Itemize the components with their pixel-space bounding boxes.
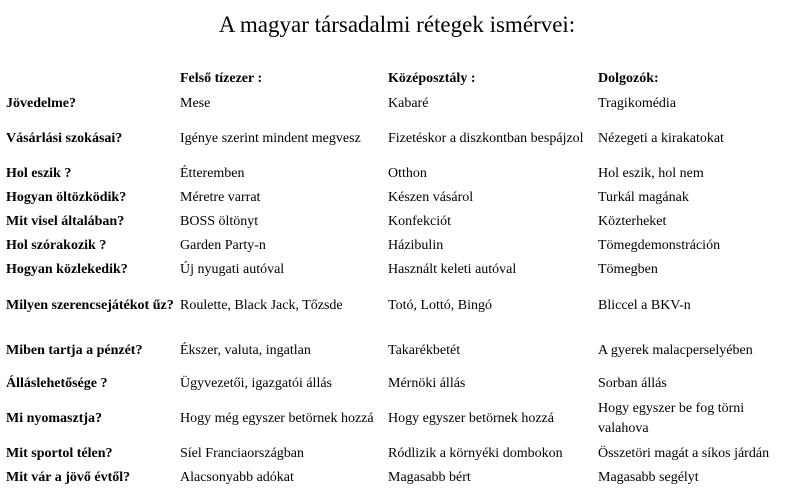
cell-dolgozo: Tömegdemonstráción [598, 238, 721, 253]
table-row [6, 258, 790, 282]
row-question: Hol szórakozik ? [6, 238, 107, 253]
cell-felso: Ékszer, valuta, ingatlan [180, 343, 311, 358]
table-row [6, 372, 790, 396]
cell-dolgozo: Hol eszik, hol nem [598, 166, 704, 181]
page-title: A magyar társadalmi rétegek ismérvei: [218, 12, 576, 37]
table-row [6, 92, 790, 116]
cell-kozep: Használt keleti autóval [388, 262, 517, 277]
cell-dolgozo: Turkál magának [598, 190, 689, 205]
table-row [6, 210, 790, 234]
table-row [6, 186, 790, 210]
cell-dolgozo: Tömegben [598, 262, 658, 277]
header-dolgozok: Dolgozók: [598, 71, 659, 86]
cell-kozep: Takarékbetét [388, 343, 461, 358]
cell-dolgozo: Nézegeti a kirakatokat [598, 131, 724, 146]
table-row [6, 282, 790, 330]
row-question: Hogyan öltözködik? [6, 190, 127, 205]
table-row [6, 442, 790, 466]
row-question: Milyen szerencsejátékot űz? [6, 298, 174, 313]
cell-dolgozo: Sorban állás [598, 376, 667, 391]
row-question: Miben tartja a pénzét? [6, 343, 143, 358]
table-row [6, 396, 790, 442]
cell-kozep: Készen vásárol [388, 190, 474, 205]
cell-dolgozo: Bliccel a BKV-n [598, 298, 691, 313]
table-row [6, 162, 790, 186]
cell-dolgozo: Hogy egyszer be fog törni valahova [598, 401, 745, 436]
cell-dolgozo: A gyerek malacperselyében [598, 343, 753, 358]
header-empty [6, 66, 180, 92]
row-question: Vásárlási szokásai? [6, 131, 123, 146]
header-felso-tizezer: Felső tízezer : [180, 71, 263, 86]
header-row [6, 66, 790, 92]
cell-kozep: Otthon [388, 166, 427, 181]
table-row [6, 116, 790, 162]
comparison-table [6, 66, 790, 490]
cell-felso: Étteremben [180, 166, 245, 181]
table-row [6, 330, 790, 372]
cell-kozep: Kabaré [388, 96, 429, 111]
row-question: Hol eszik ? [6, 166, 72, 181]
cell-dolgozo: Közterheket [598, 214, 667, 229]
row-question: Hogyan közlekedik? [6, 262, 128, 277]
cell-felso: Alacsonyabb adókat [180, 470, 294, 485]
cell-kozep: Hogy egyszer betörnek hozzá [388, 411, 554, 426]
cell-kozep: Konfekciót [388, 214, 451, 229]
cell-felso: Garden Party-n [180, 238, 266, 253]
cell-felso: Síel Franciaországban [180, 446, 305, 461]
row-question: Mit vár a jövő évtől? [6, 470, 131, 485]
row-question: Mit sportol télen? [6, 446, 113, 461]
cell-felso: Hogy még egyszer betörnek hozzá [180, 411, 374, 426]
cell-felso: Mese [180, 96, 211, 111]
cell-dolgozo: Magasabb segélyt [598, 470, 699, 485]
cell-kozep: Ródlizik a környéki dombokon [388, 446, 563, 461]
cell-felso: Ügyvezetői, igazgatói állás [180, 376, 332, 391]
header-kozeposztaly: Középosztály : [388, 71, 476, 86]
row-question: Mi nyomasztja? [6, 411, 103, 426]
cell-dolgozo: Tragikomédia [598, 96, 677, 111]
table-row [6, 234, 790, 258]
cell-felso: Méretre varrat [180, 190, 261, 205]
cell-dolgozo: Összetöri magát a síkos járdán [598, 446, 770, 461]
cell-kozep: Totó, Lottó, Bingó [388, 298, 493, 313]
row-question: Álláslehetősége ? [6, 376, 108, 391]
cell-felso: Új nyugati autóval [180, 262, 285, 277]
row-question: Jövedelme? [6, 96, 76, 111]
cell-felso: BOSS öltönyt [180, 214, 259, 229]
cell-felso: Roulette, Black Jack, Tőzsde [180, 298, 343, 313]
cell-kozep: Magasabb bért [388, 470, 471, 485]
cell-felso: Igénye szerint mindent megvesz [180, 131, 361, 146]
row-question: Mit visel általában? [6, 214, 125, 229]
cell-kozep: Fizetéskor a diszkontban bespájzol [388, 131, 584, 146]
table-row [6, 466, 790, 490]
cell-kozep: Mérnöki állás [388, 376, 466, 391]
cell-kozep: Házibulin [388, 238, 444, 253]
